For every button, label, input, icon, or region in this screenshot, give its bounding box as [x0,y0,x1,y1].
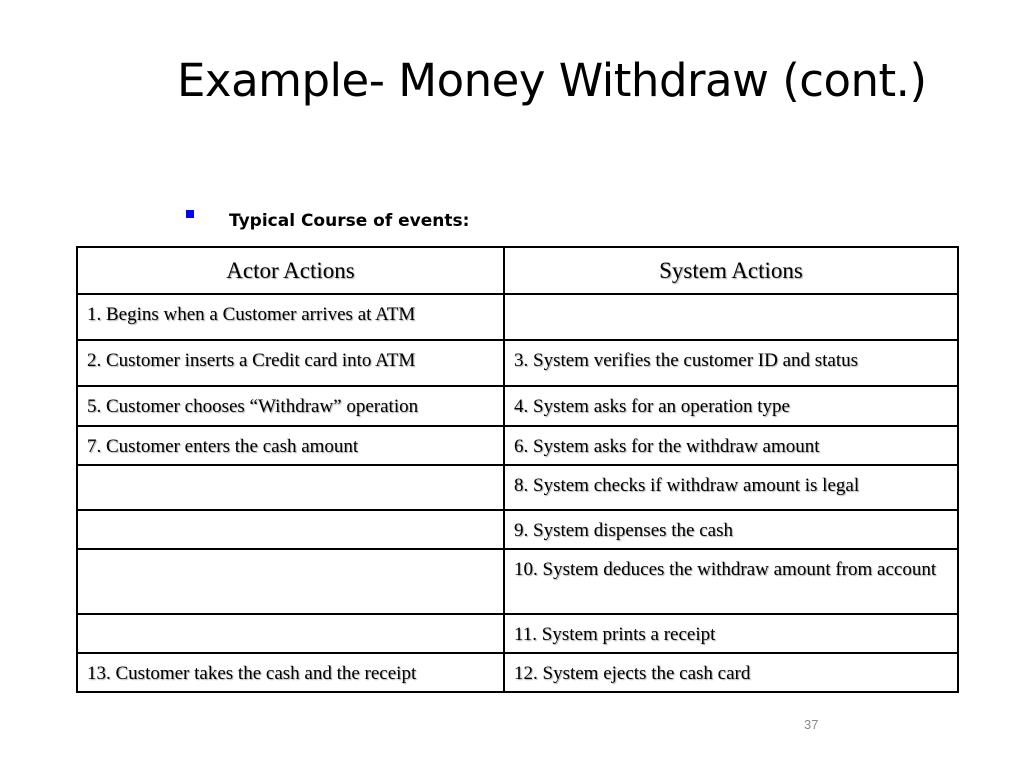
table-row [77,549,958,614]
system-cell [504,294,958,340]
actor-cell: 13. Customer takes the cash and the receipt [77,653,504,692]
system-cell: 11. System prints a receipt [504,614,958,653]
system-cell: 10. System deduces the withdraw amount from account [504,549,958,614]
bullet-text: Typical Course of events: [229,211,470,231]
actor-cell [77,614,504,653]
table-row [77,614,958,653]
actor-cell [77,549,504,614]
events-table [76,246,959,693]
table-row [77,653,958,692]
system-cell: 3. System verifies the customer ID and status [504,340,958,386]
system-cell: 4. System asks for an operation type [504,386,958,426]
table-row [77,510,958,549]
page-number: 37 [804,717,819,732]
header-system-actions: System Actions [504,247,958,294]
table-row [77,426,958,465]
bullet-square-icon [186,210,194,218]
table-row [77,294,958,340]
system-cell: 9. System dispenses the cash [504,510,958,549]
actor-cell [77,510,504,549]
header-actor-actions: Actor Actions [77,247,504,294]
actor-cell: 5. Customer chooses “Withdraw” operation [77,386,504,426]
table-row [77,465,958,510]
system-cell: 8. System checks if withdraw amount is legal [504,465,958,510]
table-header-row [77,247,958,294]
actor-cell: 1. Begins when a Customer arrives at ATM [77,294,504,340]
actor-cell [77,465,504,510]
slide-title: Example- Money Withdraw (cont.) [177,54,927,107]
table-row [77,386,958,426]
actor-cell: 7. Customer enters the cash amount [77,426,504,465]
table-row [77,340,958,386]
actor-cell: 2. Customer inserts a Credit card into ATM [77,340,504,386]
system-cell: 6. System asks for the withdraw amount [504,426,958,465]
system-cell: 12. System ejects the cash card [504,653,958,692]
